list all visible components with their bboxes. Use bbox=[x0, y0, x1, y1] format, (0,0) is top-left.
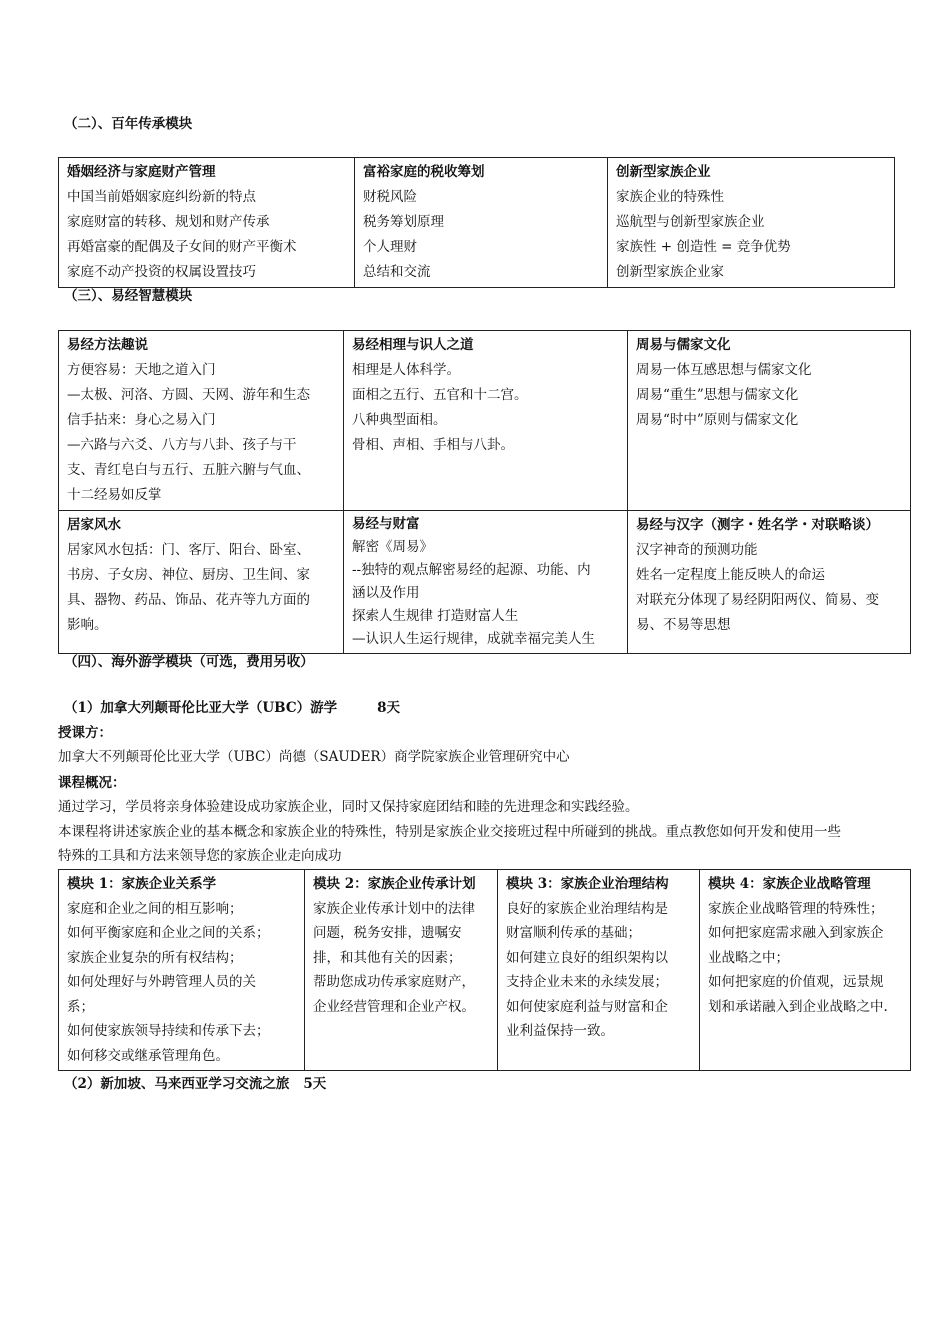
cell-title: 模块 2：家族企业传承计划 bbox=[313, 876, 476, 892]
cell-line: 易、不易等思想 bbox=[636, 617, 731, 633]
cell-title: 易经相理与识人之道 bbox=[352, 337, 474, 353]
cell-line: 家族企业传承计划中的法律 bbox=[313, 900, 475, 917]
table-cell bbox=[498, 870, 700, 1071]
trip-2-title bbox=[64, 1075, 326, 1093]
table-cell bbox=[59, 158, 355, 288]
overview-label: 课程概况： bbox=[58, 775, 126, 791]
cell-line: 解密《周易》 bbox=[352, 539, 433, 555]
cell-line: 再婚富豪的配偶及子女间的财产平衡术 bbox=[67, 239, 297, 255]
cell-line: 支持企业未来的永续发展； bbox=[506, 974, 668, 990]
cell-line: 支、青红皂白与五行、五脏六腑与气血、 bbox=[67, 462, 310, 478]
cell-line: 家庭不动产投资的权属设置技巧 bbox=[67, 264, 256, 280]
cell-line: 相理是人体科学。 bbox=[352, 362, 460, 378]
table-cell bbox=[628, 511, 911, 654]
section-2-heading: （二）、百年传承模块 bbox=[64, 116, 193, 132]
table-cell bbox=[59, 870, 305, 1071]
cell-line: 中国当前婚姻家庭纠纷新的特点 bbox=[67, 189, 256, 205]
trip-1-duration: 8天 bbox=[377, 700, 400, 716]
cell-line: 帮助您成功传承家庭财产， bbox=[313, 974, 475, 990]
cell-line: 周易“时中”原则与儒家文化 bbox=[636, 412, 799, 428]
section-3-table bbox=[58, 330, 911, 654]
cell-line: 财富顺利传承的基础； bbox=[506, 925, 641, 941]
cell-title: 易经与财富 bbox=[352, 516, 420, 532]
cell-title: 创新型家族企业 bbox=[616, 164, 711, 180]
cell-line: 总结和交流 bbox=[363, 264, 431, 280]
cell-title: 居家风水 bbox=[67, 517, 121, 533]
cell-line: 如何使家庭利益与财富和企 bbox=[506, 998, 668, 1015]
cell-line: 企业经营管理和企业产权。 bbox=[313, 998, 475, 1015]
cell-line: 划和承诺融入到企业战略之中. bbox=[708, 998, 888, 1015]
cell-title: 易经与汉字（测字・姓名学・对联略谈） bbox=[636, 517, 879, 533]
cell-line: 良好的家族企业治理结构是 bbox=[506, 900, 668, 917]
lecturer-text: 加拿大不列颠哥伦比亚大学（UBC）尚德（SAUDER）商学院家族企业管理研究中心 bbox=[58, 749, 570, 765]
cell-line: 系； bbox=[67, 998, 94, 1015]
cell-title: 模块 3：家族企业治理结构 bbox=[506, 876, 669, 892]
trip-1-title bbox=[64, 699, 400, 717]
overview-line: 特殊的工具和方法来领导您的家族企业走向成功 bbox=[58, 848, 342, 864]
table-cell bbox=[344, 331, 628, 511]
cell-line: 个人理财 bbox=[363, 239, 417, 255]
cell-line: 家族性 + 创造性 = 竞争优势 bbox=[616, 239, 791, 255]
section-3-heading: （三）、易经智慧模块 bbox=[64, 288, 193, 304]
table-cell bbox=[344, 511, 628, 654]
cell-line: —认识人生运行规律，成就幸福完美人生 bbox=[352, 631, 595, 647]
cell-title: 富裕家庭的税收筹划 bbox=[363, 164, 485, 180]
overview-line: 本课程将讲述家族企业的基本概念和家族企业的特殊性，特别是家族企业交接班过程中所碰到的挑战。重点教您如何开发和使用一些 bbox=[58, 824, 841, 840]
cell-line: 家族企业复杂的所有权结构； bbox=[67, 949, 243, 966]
cell-line: 书房、子女房、神位、厨房、卫生间、家 bbox=[67, 567, 310, 583]
table-cell bbox=[355, 158, 608, 288]
cell-line: 具、器物、药品、饰品、花卉等九方面的 bbox=[67, 592, 310, 608]
trip-2-duration: 5天 bbox=[303, 1076, 327, 1092]
cell-line: 如何把家庭需求融入到家族企 bbox=[708, 925, 884, 941]
cell-line: 家族企业战略管理的特殊性； bbox=[708, 900, 884, 917]
section-2-table bbox=[58, 157, 895, 288]
cell-line: 信手拈来：身心之易入门 bbox=[67, 412, 216, 428]
table-cell bbox=[59, 511, 344, 654]
cell-line: 创新型家族企业家 bbox=[616, 264, 724, 280]
cell-line: 涵以及作用 bbox=[352, 585, 420, 601]
cell-line: 周易“重生”思想与儒家文化 bbox=[636, 387, 799, 403]
cell-line: 十二经易如反掌 bbox=[67, 487, 162, 503]
trip-1-name: （1）加拿大列颠哥伦比亚大学（UBC）游学 bbox=[64, 700, 338, 716]
section-4-heading: （四）、海外游学模块（可选，费用另收） bbox=[64, 654, 314, 670]
cell-line: 姓名一定程度上能反映人的命运 bbox=[636, 567, 825, 583]
cell-line: 如何处理好与外聘管理人员的关 bbox=[67, 974, 256, 990]
cell-line: 巡航型与创新型家族企业 bbox=[616, 214, 765, 230]
cell-line: 业利益保持一致。 bbox=[506, 1023, 614, 1039]
cell-title: 易经方法趣说 bbox=[67, 337, 148, 353]
table-cell bbox=[305, 870, 498, 1071]
table-cell bbox=[59, 331, 344, 511]
cell-line: 排，和其他有关的因素； bbox=[313, 949, 462, 966]
cell-line: 家庭财富的转移、规划和财产传承 bbox=[67, 214, 270, 230]
cell-line: 财税风险 bbox=[363, 189, 417, 205]
lecturer-label: 授课方： bbox=[58, 725, 112, 741]
cell-line: 家庭和企业之间的相互影响； bbox=[67, 900, 243, 917]
cell-line: 如何移交或继承管理角色。 bbox=[67, 1047, 229, 1064]
modules-table bbox=[58, 869, 911, 1071]
overview-line: 通过学习，学员将亲身体验建设成功家族企业，同时又保持家庭团结和睦的先进理念和实践经验。 bbox=[58, 799, 639, 815]
cell-line: —六路与六爻、八方与八卦、孩子与干 bbox=[67, 437, 297, 453]
cell-line: 问题，税务安排，遗嘱安 bbox=[313, 925, 462, 941]
cell-line: 面相之五行、五官和十二宫。 bbox=[352, 387, 528, 403]
cell-line: 如何把家庭的价值观，远景规 bbox=[708, 974, 884, 990]
cell-line: 方便容易：天地之道入门 bbox=[67, 362, 216, 378]
table-cell bbox=[628, 331, 911, 511]
cell-line: 影响。 bbox=[67, 617, 108, 633]
cell-line: --独特的观点解密易经的起源、功能、内 bbox=[352, 562, 591, 578]
cell-title: 周易与儒家文化 bbox=[636, 337, 731, 353]
cell-line: 家族企业的特殊性 bbox=[616, 189, 724, 205]
cell-line: 对联充分体现了易经阴阳两仪、简易、变 bbox=[636, 592, 879, 608]
table-cell bbox=[700, 870, 911, 1071]
cell-line: 如何平衡家庭和企业之间的关系； bbox=[67, 925, 270, 941]
cell-line: 业战略之中； bbox=[708, 949, 789, 966]
cell-line: 探索人生规律 打造财富人生 bbox=[352, 608, 519, 624]
cell-line: 骨相、声相、手相与八卦。 bbox=[352, 437, 514, 453]
cell-line: 如何使家族领导持续和传承下去； bbox=[67, 1023, 270, 1039]
table-cell bbox=[608, 158, 895, 288]
trip-2-name: （2）新加坡、马来西亚学习交流之旅 bbox=[64, 1076, 290, 1092]
cell-line: 八种典型面相。 bbox=[352, 412, 447, 428]
cell-title: 模块 4：家族企业战略管理 bbox=[708, 876, 871, 892]
cell-line: 汉字神奇的预测功能 bbox=[636, 542, 758, 558]
cell-line: 如何建立良好的组织架构以 bbox=[506, 949, 668, 966]
cell-title: 模块 1：家族企业关系学 bbox=[67, 876, 217, 892]
cell-line: —太极、河洛、方圆、天网、游年和生态 bbox=[67, 387, 310, 403]
cell-line: 居家风水包括：门、客厅、阳台、卧室、 bbox=[67, 542, 310, 558]
cell-title: 婚姻经济与家庭财产管理 bbox=[67, 164, 216, 180]
cell-line: 税务筹划原理 bbox=[363, 214, 444, 230]
cell-line: 周易一体互感思想与儒家文化 bbox=[636, 362, 812, 378]
